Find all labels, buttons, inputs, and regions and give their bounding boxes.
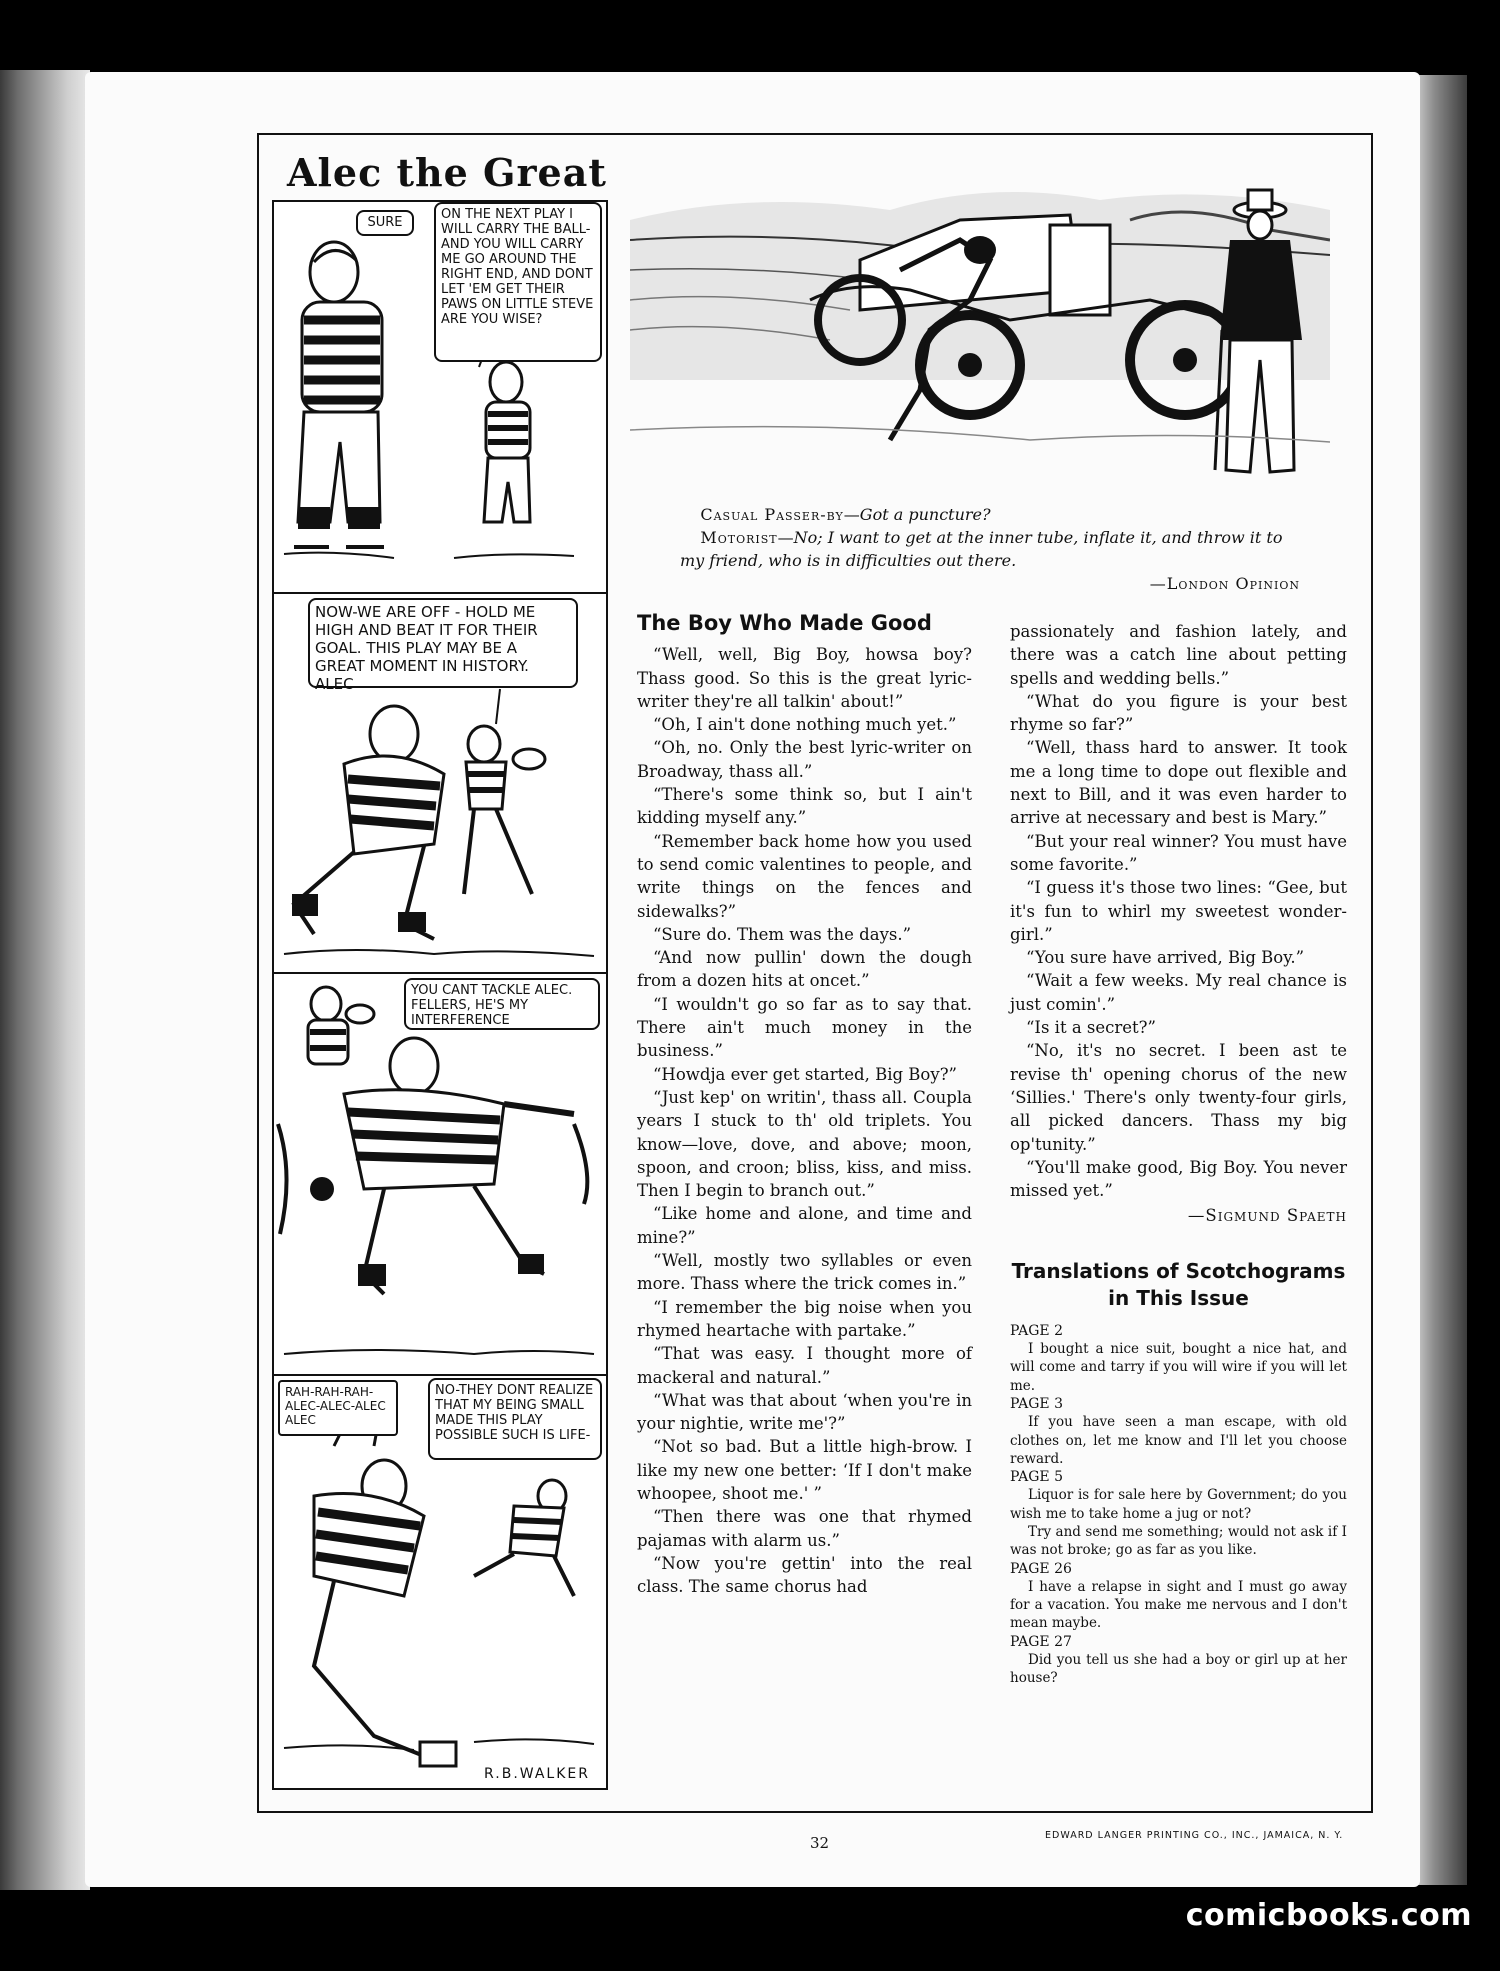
comic-panel-2 xyxy=(274,594,606,974)
book-spine-left xyxy=(0,70,90,1890)
caption-line-1: Casual Passer-by—Got a puncture? xyxy=(700,505,991,524)
story-paragraph: “Now you're gettin' into the real class. The same chorus had xyxy=(637,1553,972,1597)
translations-title: Translations of Scotchograms in This Issue xyxy=(1011,1258,1346,1310)
story-paragraph: “Oh, I ain't done nothing much yet.” xyxy=(653,715,957,735)
caption-text-2: No; I want to get at the inner tube, inflate it, and throw it to my friend, who is in difficulties out there. xyxy=(680,528,1283,570)
caption-line-2: Motorist—No; I want to get at the inner tube, inflate it, and throw it to my friend, who is in difficulties out there. xyxy=(680,528,1283,570)
translation-text: Did you tell us she had a boy or girl up at her house? xyxy=(1010,1652,1347,1687)
story-paragraph: “You'll make good, Big Boy. You never missed yet.” xyxy=(1010,1157,1347,1201)
speech-bubble-sure: SURE xyxy=(356,210,414,236)
story-paragraph: “Howdja ever get started, Big Boy?” xyxy=(653,1064,957,1084)
translation-text: I have a relapse in sight and I must go away for a vacation. You make me nervous and I don't mean maybe. xyxy=(1010,1578,1347,1632)
translations-list xyxy=(1010,1322,1347,1688)
cartoon-illustration xyxy=(630,180,1330,495)
caption-text-1: Got a puncture? xyxy=(859,505,991,524)
comic-strip xyxy=(272,200,608,1790)
comic-panel-3 xyxy=(274,974,606,1376)
speech-bubble-such-is-life: NO-THEY DONT REALIZE THAT MY BEING SMALL MADE THIS PLAY POSSIBLE SUCH IS LIFE- xyxy=(428,1378,602,1460)
comic-panel-4 xyxy=(274,1376,606,1788)
page-number: 32 xyxy=(810,1834,830,1852)
story-paragraph: “Wait a few weeks. My real chance is just comin'.” xyxy=(1010,971,1347,1014)
story-paragraph: “No, it's no secret. I been ast te revise th' opening chorus of the new ‘Sillies.' There's only twenty-four girls, all picked dancers. Thass my big op'tunity.” xyxy=(1010,1041,1347,1154)
speech-bubble-hold-me-high: NOW-WE ARE OFF - HOLD ME HIGH AND BEAT IT FOR THEIR GOAL. THIS PLAY MAY BE A GREAT MOMENT IN HISTORY. ALEC xyxy=(308,598,578,688)
translation-text: If you have seen a man escape, with old clothes on, let me know and I'll let you choose reward. xyxy=(1010,1414,1347,1467)
story-column-2 xyxy=(1010,620,1347,1688)
translation-page-label: PAGE 5 xyxy=(1010,1469,1064,1486)
caption-source: —London Opinion xyxy=(1149,574,1300,593)
printer-credit: EDWARD LANGER PRINTING CO., INC., JAMAICA, N. Y. xyxy=(1045,1830,1344,1841)
story-paragraph: “Is it a secret?” xyxy=(1026,1018,1156,1038)
caption-speaker-2: Motorist xyxy=(700,528,778,547)
story-paragraph: “Just kep' on writin', thass all. Coupla years I stuck to th' old triplets. You know—love, dove, and above; moon, spoon, and croon; bliss, kiss, and miss. Then I begin to branch out.” xyxy=(637,1087,972,1201)
speech-bubble-plan: ON THE NEXT PLAY I WILL CARRY THE BALL-AND YOU WILL CARRY ME GO AROUND THE RIGHT END, AND DONT LET 'EM GET THEIR PAWS ON LITTLE STEVE ARE YOU WISE? xyxy=(434,202,602,362)
story-col2-body xyxy=(1010,620,1347,1202)
comic-title: Alec the Great xyxy=(287,150,607,195)
story-paragraph: “You sure have arrived, Big Boy.” xyxy=(1026,948,1305,968)
story-paragraph: “Remember back home how you used to send comic valentines to people, and write things on the fences and sidewalks?” xyxy=(637,831,972,921)
translation-page-label: PAGE 2 xyxy=(1010,1322,1064,1339)
story-paragraph: “Oh, no. Only the best lyric-writer on Broadway, thass all.” xyxy=(637,738,972,781)
comic-panel-1 xyxy=(274,202,606,594)
story-byline: —Sigmund Spaeth xyxy=(1187,1206,1347,1226)
artist-signature: R.B.WALKER xyxy=(484,1766,590,1782)
translation-text: I bought a nice suit, bought a nice hat, and will come and tarry if you will wire if you will let me. xyxy=(1010,1341,1347,1394)
translation-text: Liquor is for sale here by Government; do you wish me to take home a jug or not? xyxy=(1010,1487,1347,1522)
story-paragraph: “Well, thass hard to answer. It took me a long time to dope out flexible and next to Bill, and it was even harder to arrive at necessary and best is Mary.” xyxy=(1010,738,1347,828)
story-paragraph: “And now pullin' down the dough from a dozen hits at oncet.” xyxy=(637,948,972,991)
story-paragraph: “Well, well, Big Boy, howsa boy? Thass good. So this is the great lyric-writer they're all talkin' about!” xyxy=(637,645,972,711)
speech-bubble-cheer: RAH-RAH-RAH- ALEC-ALEC-ALEC ALEC xyxy=(278,1380,398,1436)
story-paragraph: “I wouldn't go so far as to say that. There ain't much money in the business.” xyxy=(637,994,972,1061)
story-paragraph: “I guess it's those two lines: “Gee, but it's fun to whirl my sweetest wonder-girl.” xyxy=(1010,878,1347,944)
story-paragraph: “There's some think so, but I ain't kidding myself any.” xyxy=(637,785,972,828)
story-title: The Boy Who Made Good xyxy=(637,611,932,635)
story-paragraph: “Not so bad. But a little high-brow. I like my new one better: ‘If I don't make whoopee, shoot me.' ” xyxy=(637,1437,972,1503)
story-column-1 xyxy=(637,612,972,1598)
story-paragraph: “But your real winner? You must have some favorite.” xyxy=(1010,831,1347,874)
story-col1-body xyxy=(637,643,972,1598)
story-paragraph: “Well, mostly two syllables or even more. Thass where the trick comes in.” xyxy=(637,1251,972,1294)
caption-speaker-1: Casual Passer-by xyxy=(700,505,844,524)
translation-page-label: PAGE 27 xyxy=(1010,1633,1072,1650)
panel-3-art xyxy=(274,974,606,1376)
translation-page-label: PAGE 3 xyxy=(1010,1395,1064,1412)
watermark: comicbooks.com xyxy=(1185,1898,1472,1933)
story-paragraph: “Then there was one that rhymed pajamas with alarm us.” xyxy=(637,1507,972,1550)
story-paragraph: “Sure do. Them was the days.” xyxy=(653,924,912,944)
translation-text: Try and send me something; would not ask if I was not broke; go as far as you like. xyxy=(1010,1523,1347,1559)
speech-bubble-interference: YOU CANT TACKLE ALEC. FELLERS, HE'S MY INTERFERENCE xyxy=(404,978,600,1030)
cartoon-caption xyxy=(680,503,1300,595)
story-paragraph: “Like home and alone, and time and mine?” xyxy=(637,1204,972,1247)
story-paragraph: “What was that about ‘when you're in your nightie, write me'?” xyxy=(637,1390,972,1434)
story-paragraph: “I remember the big noise when you rhymed heartache with partake.” xyxy=(637,1297,972,1340)
story-paragraph: passionately and fashion lately, and there was a catch line about petting spells and wedding bells.” xyxy=(1010,622,1347,688)
story-paragraph: “That was easy. I thought more of mackeral and natural.” xyxy=(637,1344,972,1387)
story-paragraph: “What do you figure is your best rhyme so far?” xyxy=(1010,691,1347,735)
book-edge-right xyxy=(1412,75,1467,1885)
translation-page-label: PAGE 26 xyxy=(1010,1560,1072,1577)
